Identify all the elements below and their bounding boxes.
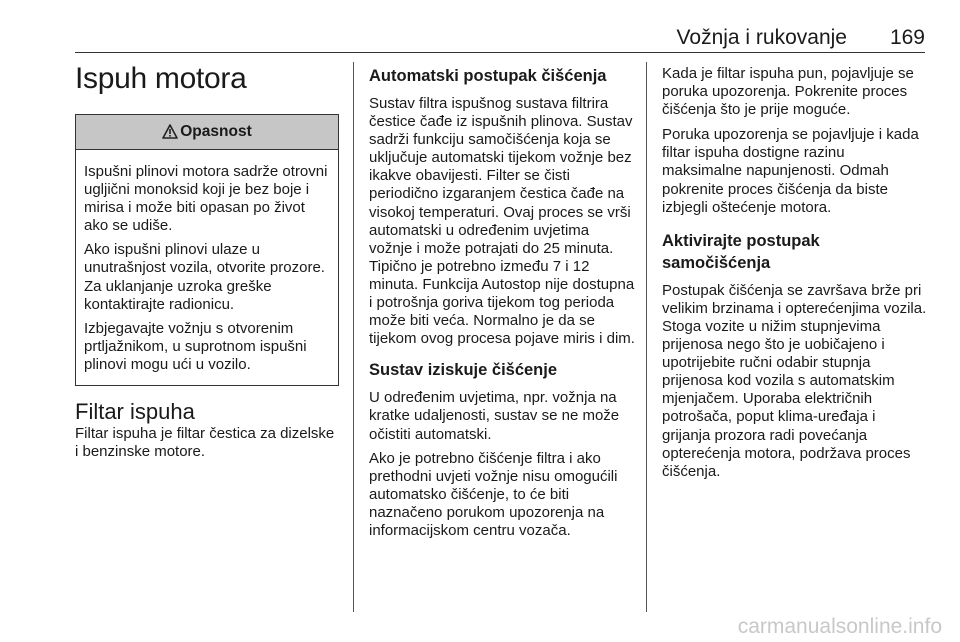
danger-paragraph: Izbjegavajte vožnju s otvorenim prtljažnikom, u suprotnom ispušni plinovi mogu ući u vozilo. (84, 319, 307, 373)
filter-description: Filtar ispuha je filtar čestica za dizelske i benzinske motore. (75, 425, 335, 461)
warning-triangle-icon (162, 124, 178, 139)
page-number: 169 (889, 26, 925, 49)
section-title-filter: Filtar ispuha (75, 399, 195, 425)
danger-box-body (76, 150, 338, 385)
column-2 (369, 65, 635, 540)
watermark: carmanualsonline.info (737, 615, 942, 638)
body-paragraph: Sustav filtra ispušnog sustava filtrira čestice čađe iz ispušnih plinova. Sustav sadrži funkciju samočišćenja koja se uključuje automatski tijekom vožnje bez ikakve obavijesti. Filter se čisti periodično izgaranjem čestica čađe na visokoj temperaturi. Ovaj proces se vrši automatski u određenim uvjetima vožnje i može potrajati do 25 minuta. Tipično je potrebno između 7 i 12 minuta. Funkcija Autostop nije dostupna i potrošnja goriva tijekom tog perioda može biti veća. Normalno je da se tijekom ovog procesa pojave miris i dim. (369, 95, 635, 348)
danger-box (75, 114, 339, 386)
column-divider (646, 62, 647, 612)
danger-box-header (76, 115, 338, 150)
page-header (75, 26, 925, 54)
column-1 (75, 62, 339, 461)
subheading-auto-cleaning: Automatski postupak čišćenja (369, 67, 607, 85)
body-paragraph: Ako je potrebno čišćenje filtra i ako prethodni uvjeti vožnje nisu omogućili automatsko čišćenje, to će biti naznačeno porukom upozorenja na informacijskom centru vozača. (369, 449, 618, 539)
body-paragraph: Poruka upozorenja se pojavljuje i kada filtar ispuha dostigne razinu maksimalne napunjenosti. Odmah pokrenite proces čišćenja da biste izbjegli oštećenje motora. (662, 126, 919, 216)
section-title-exhaust: Ispuh motora (75, 62, 247, 95)
danger-label: Opasnost (180, 123, 252, 140)
running-header-title: Vožnja i rukovanje (676, 26, 847, 49)
header-rule (75, 52, 925, 53)
danger-paragraph: Ako ispušni plinovi ulaze u unutrašnjost vozila, otvorite prozore. Za uklanjanje uzroka greške kontaktirajte radionicu. (84, 241, 325, 313)
subheading-cleaning-required: Sustav iziskuje čišćenje (369, 361, 558, 380)
danger-paragraph: Ispušni plinovi motora sadrže otrovni ugljični monoksid koji je bez boje i mirisa i može biti opasan po život ako se udiše. (84, 163, 328, 235)
column-divider (353, 62, 354, 612)
body-paragraph: Kada je filtar ispuha pun, pojavljuje se poruka upozorenja. Pokrenite proces čišćenja što je prije moguće. (662, 65, 914, 119)
column-3 (662, 65, 927, 481)
body-paragraph: Postupak čišćenja se završava brže pri velikim brzinama i opterećenjima vozila. Stoga vozite u nižim stupnjevima prijenosa nego što je uobičajeno i upotrijebite ručni odabir stupnja prijenosa kod vozila s automatskim mjenjačem. Uporaba električnih potrošača, poput klima-uređaja i grijanja prozora radi povećanja opterećenja motora, podržava proces čišćenja. (662, 281, 927, 480)
body-paragraph: U određenim uvjetima, npr. vožnja na kratke udaljenosti, sustav se ne može očistiti automatski. (369, 389, 620, 443)
subheading-activate-self-cleaning: Aktivirajte postupak samočišćenja (662, 231, 820, 272)
